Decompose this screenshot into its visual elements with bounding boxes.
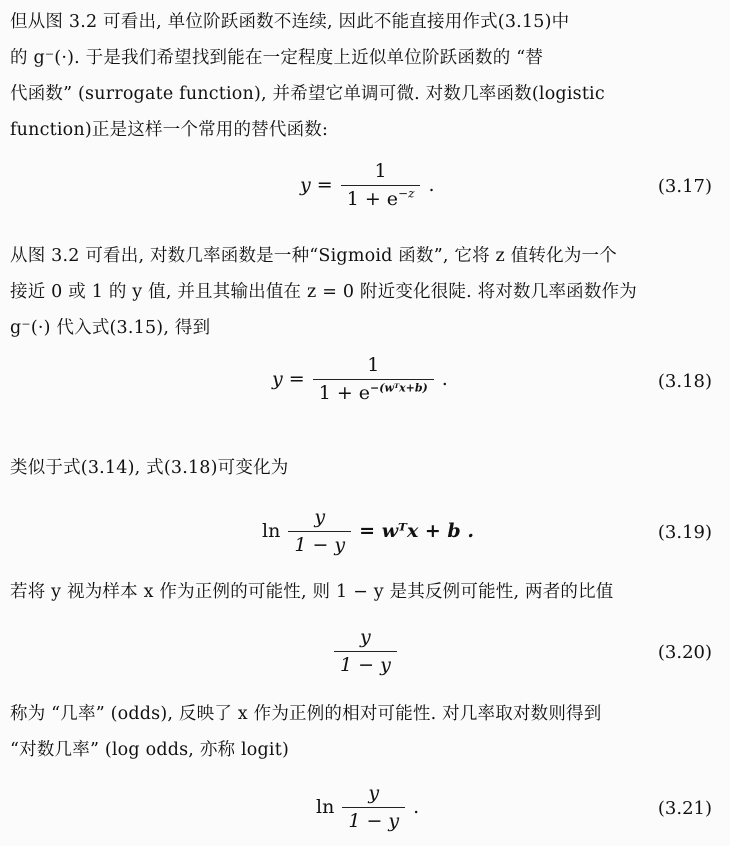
equation-body [272,356,448,404]
equation-3-17 [0,162,730,214]
text-line: 但从图 3.2 可看出, 单位阶跃函数不连续, 因此不能直接用作式(3.15)中 [10,12,570,32]
fraction-denominator: 1 − y [342,807,405,832]
fraction-denominator [313,379,434,404]
equation-number: (3.17) [657,176,712,197]
equation-body [262,508,474,556]
text-line: 类似于式(3.14), 式(3.18)可变化为 [10,458,289,478]
fraction-numerator: y [368,782,380,804]
ln-operator: ln [316,796,335,819]
text-line: 的 g⁻(·). 于是我们希望找到能在一定程度上近似单位阶跃函数的 “替 [10,48,544,68]
fraction [288,508,351,556]
text-line: 代函数” (surrogate function), 并希望它单调可微. 对数几率函数(logistic [10,84,605,104]
paragraph-4 [10,574,715,610]
text-line: g⁻(·) 代入式(3.15), 得到 [10,318,211,338]
paragraph-1 [10,4,715,148]
equation-number: (3.20) [657,642,712,663]
equation-3-21 [0,784,730,836]
text-line: 若将 y 视为样本 x 作为正例的可能性, 则 1 − y 是其反例可能性, 两者的比值 [10,582,614,602]
equation-number: (3.18) [657,371,712,392]
equation-lhs: y = [272,368,305,391]
fraction-denominator: 1 − y [334,651,397,676]
equation-number: (3.21) [657,798,712,819]
exponent: −z [398,186,415,201]
fraction [313,356,434,404]
equation-body [316,784,419,832]
paragraph-2 [10,238,715,346]
denominator-base: 1 + e [318,381,371,404]
text-line: 从图 3.2 可看出, 对数几率函数是一种“Sigmoid 函数”, 它将 z 值转化为一个 [10,246,617,266]
text-line: function)正是这样一个常用的替代函数: [10,120,329,140]
fraction-numerator: 1 [374,160,387,182]
equation-period: . [428,174,435,197]
equation-period: . [413,796,420,819]
fraction [334,628,397,676]
fraction [342,784,405,832]
denominator-base: 1 + e [346,187,399,210]
fraction-numerator: 1 [367,354,380,376]
equation-body [334,628,397,676]
equation-period: . [441,368,448,391]
equation-3-19 [0,508,730,560]
text-line: “对数几率” (log odds, 亦称 logit) [10,740,289,760]
equation-body [300,162,434,210]
ln-operator: ln [262,520,281,543]
equation-lhs: y = [300,174,333,197]
fraction-numerator: y [314,506,326,528]
text-line: 称为 “几率” (odds), 反映了 x 作为正例的相对可能性. 对几率取对数则得到 [10,704,602,724]
equation-number: (3.19) [657,522,712,543]
fraction-denominator [341,185,421,210]
equation-3-18 [0,356,730,410]
fraction-denominator: 1 − y [288,531,351,556]
equation-rhs: = wᵀx + b . [359,520,474,543]
text-line: 接近 0 或 1 的 y 值, 并且其输出值在 z = 0 附近变化很陡. 将对数几率函数作为 [10,282,637,302]
fraction [341,162,421,210]
exponent: −(wᵀx+b) [370,381,428,395]
paragraph-3 [10,450,715,486]
paragraph-5 [10,696,715,768]
fraction-numerator: y [360,626,371,648]
equation-3-20 [0,628,730,680]
